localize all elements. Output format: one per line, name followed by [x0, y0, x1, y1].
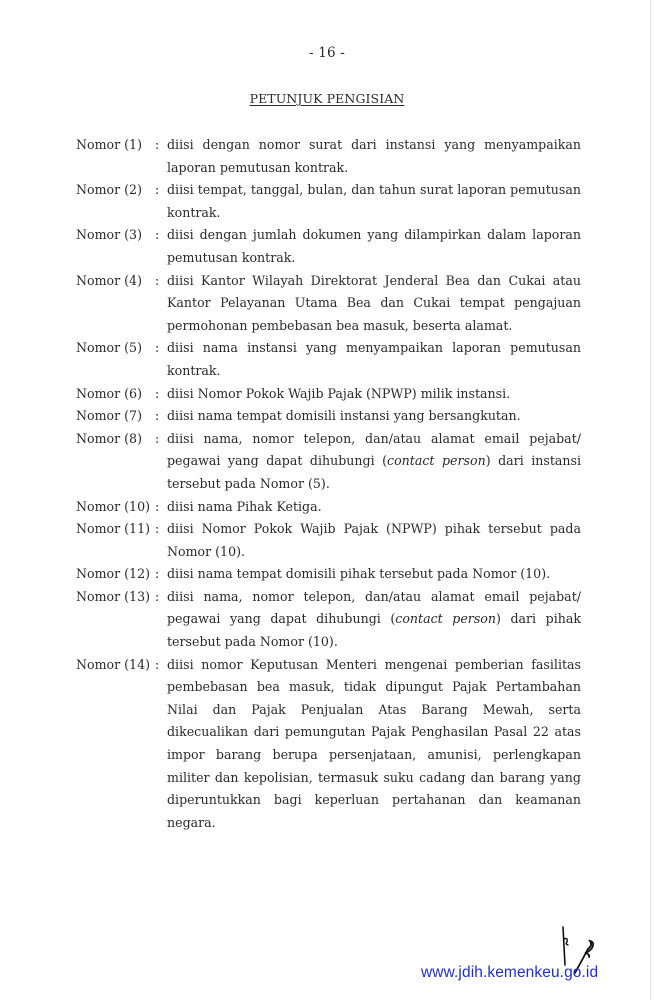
item-description: diisi dengan nomor surat dari instansi yang menyampaikan laporan pemutusan kontrak. — [167, 137, 581, 175]
item-description: diisi Nomor Pokok Wajib Pajak (NPWP) pihak tersebut pada Nomor (10). — [167, 521, 581, 559]
item-colon: : — [155, 385, 160, 401]
item-description: diisi dengan jumlah dokumen yang dilampirkan dalam laporan pemutusan kontrak. — [167, 227, 581, 265]
item-colon: : — [155, 227, 160, 243]
item-description: diisi nama instansi yang menyampaikan laporan pemutusan kontrak. — [167, 340, 581, 378]
instruction-item-10 — [76, 496, 581, 519]
instruction-item-8 — [76, 428, 581, 496]
item-colon: : — [155, 498, 160, 514]
item-description: diisi nama tempat domisili instansi yang bersangkutan. — [167, 408, 521, 424]
item-colon: : — [155, 182, 160, 198]
desc-text: ) dari pihak tersebut pada Nomor (10). — [167, 611, 581, 650]
page-title — [0, 91, 654, 106]
instruction-item-12 — [76, 563, 581, 586]
instruction-item-5 — [76, 337, 581, 382]
item-colon: : — [155, 340, 160, 356]
item-label: Nomor (7) — [76, 408, 142, 424]
item-colon: : — [155, 588, 160, 604]
desc-italic-term: contact person — [387, 453, 486, 469]
instruction-item-4 — [76, 270, 581, 338]
item-description: diisi Kantor Wilayah Direktorat Jenderal Bea dan Cukai atau Kantor Pelayanan Utama Bea dan Cukai tempat pengajuan permohonan pembebasan bea masuk, beserta alamat. — [167, 272, 581, 333]
item-label: Nomor (8) — [76, 430, 142, 446]
item-description: diisi nama tempat domisili pihak tersebut pada Nomor (10). — [167, 566, 551, 582]
instruction-item-7 — [76, 405, 581, 428]
instruction-item-1 — [76, 134, 581, 179]
item-colon: : — [155, 656, 160, 672]
desc-text: diisi nama, nomor telepon, dan/atau alamat email pejabat/ pegawai yang dapat dihubungi ( — [167, 430, 581, 469]
item-colon: : — [155, 272, 160, 288]
footer-website-link[interactable]: www.jdih.kemenkeu.go.id — [421, 964, 599, 981]
item-label: Nomor (11) — [76, 521, 151, 537]
item-description: diisi nama Pihak Ketiga. — [167, 498, 322, 514]
item-description — [167, 428, 581, 496]
item-label: Nomor (5) — [76, 340, 142, 356]
instruction-item-14 — [76, 654, 581, 835]
item-label: Nomor (10) — [76, 498, 151, 514]
instruction-item-11 — [76, 518, 581, 563]
desc-italic-term: contact person — [395, 611, 496, 627]
instruction-item-13 — [76, 586, 581, 654]
item-label: Nomor (4) — [76, 272, 142, 288]
desc-text: diisi nama, nomor telepon, dan/atau alamat email pejabat/ pegawai yang dapat dihubungi ( — [167, 588, 581, 627]
item-colon: : — [155, 408, 160, 424]
instruction-item-2 — [76, 179, 581, 224]
item-colon: : — [155, 430, 160, 446]
page-title-text: PETUNJUK PENGISIAN — [249, 91, 405, 106]
item-label: Nomor (12) — [76, 566, 151, 582]
item-description: diisi tempat, tanggal, bulan, dan tahun surat laporan pemutusan kontrak. — [167, 182, 581, 220]
item-description: diisi nomor Keputusan Menteri mengenai pemberian fasilitas pembebasan bea masuk, tidak dipungut Pajak Pertambahan Nilai dan Pajak Penjualan Atas Barang Mewah, serta dikecualikan dari pemungutan Pajak Penghasilan Pasal 22 atas impor barang berupa persenjataan, amunisi, perlengkapan militer dan kepolisian, termasuk suku cadang dan barang yang diperuntukkan bagi keperluan pertahanan dan keamanan negara. — [167, 656, 581, 830]
item-label: Nomor (14) — [76, 656, 151, 672]
item-colon: : — [155, 521, 160, 537]
item-label: Nomor (1) — [76, 137, 142, 152]
page-number: - 16 - — [308, 45, 346, 61]
item-colon: : — [155, 137, 160, 152]
item-description: diisi Nomor Pokok Wajib Pajak (NPWP) milik instansi. — [167, 385, 511, 401]
item-label: Nomor (2) — [76, 182, 142, 198]
instruction-list — [76, 134, 581, 834]
item-colon: : — [155, 566, 160, 582]
item-label: Nomor (3) — [76, 227, 142, 243]
item-label: Nomor (6) — [76, 385, 142, 401]
page-edge-divider — [650, 0, 651, 1000]
instruction-item-3 — [76, 224, 581, 269]
item-label: Nomor (13) — [76, 588, 151, 604]
item-description — [167, 586, 581, 654]
desc-text: ) dari instansi tersebut pada Nomor (5). — [167, 453, 582, 491]
instruction-item-6 — [76, 383, 581, 406]
